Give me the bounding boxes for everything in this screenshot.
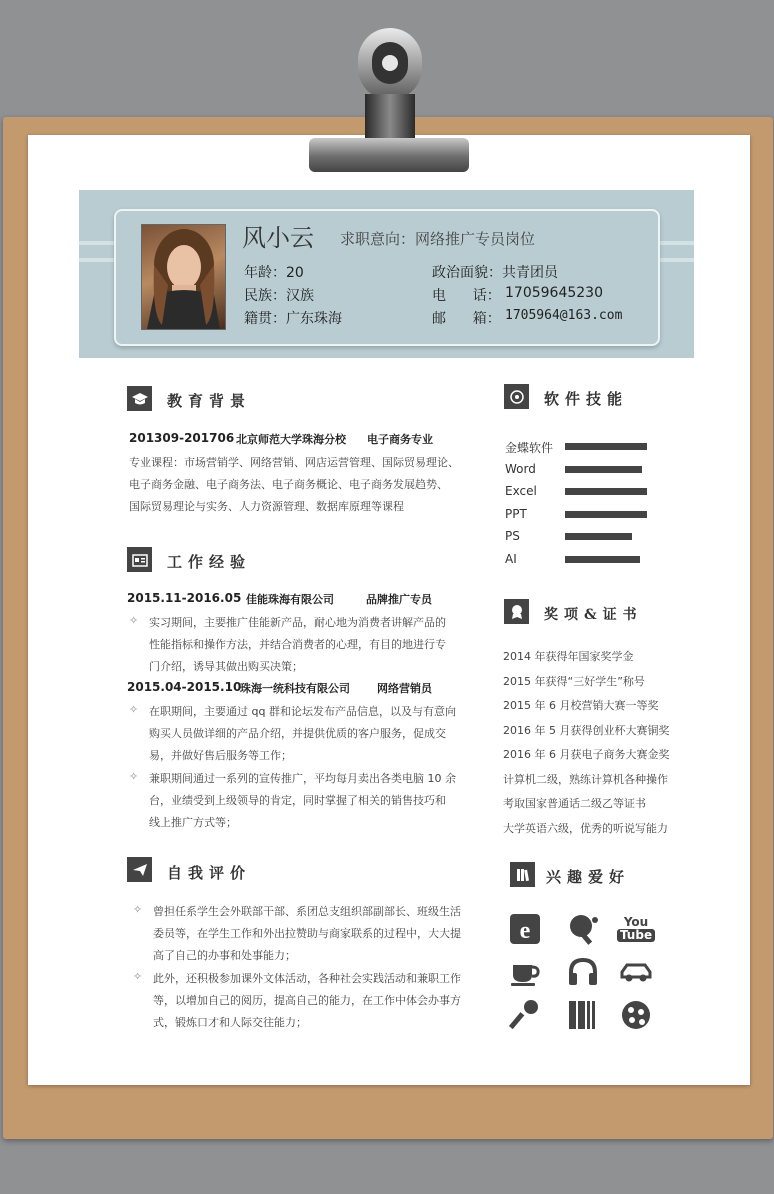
skill-name: PPT bbox=[505, 506, 527, 521]
skills-title: 软件技能 bbox=[544, 390, 629, 408]
binder-clip bbox=[303, 28, 475, 178]
candidate-name: 风小云 bbox=[242, 224, 314, 252]
phone-label: 电 话： bbox=[432, 288, 501, 304]
books-icon bbox=[510, 862, 535, 887]
skill-name: Excel bbox=[505, 484, 537, 498]
self-evaluation-title: 自我评价 bbox=[167, 864, 252, 882]
award-item: 2016 年 6 月获电子商务大赛金奖 bbox=[503, 748, 670, 761]
job-target: 求职意向：网络推广专员岗位 bbox=[340, 230, 536, 248]
job-role: 网络营销员 bbox=[377, 682, 432, 695]
job-period: 2015.04-2015.10 bbox=[127, 680, 242, 694]
education-title: 教育背景 bbox=[167, 392, 252, 410]
self-evaluation-line: 高了自己的办事和处事能力； bbox=[153, 949, 296, 962]
svg-text:e: e bbox=[519, 918, 531, 944]
car-icon bbox=[619, 955, 653, 989]
self-evaluation-line: 等，以增加自己的阅历，提高自己的能力，在工作中体会办事方 bbox=[153, 994, 461, 1007]
coffee-cup-icon bbox=[508, 955, 542, 989]
internet-explorer-icon bbox=[508, 912, 542, 946]
youtube-icon bbox=[619, 912, 653, 946]
skill-level-bar bbox=[565, 556, 640, 563]
phone: 17059645230 bbox=[505, 285, 603, 301]
award-item: 2015 年 6 月校营销大赛一等奖 bbox=[503, 699, 659, 712]
job-company: 珠海一统科技有限公司 bbox=[240, 682, 350, 695]
job-description-line: 实习期间，主要推广佳能新产品，耐心地为消费者讲解产品的 bbox=[149, 616, 446, 629]
paper-plane-icon bbox=[127, 857, 152, 882]
political-status: 政治面貌：共青团员 bbox=[432, 265, 558, 281]
job-description-line: 线上推广方式等； bbox=[149, 816, 237, 829]
education-school: 北京师范大学珠海分校 bbox=[236, 433, 346, 446]
award-item: 计算机二级，熟练计算机各种操作 bbox=[503, 772, 668, 786]
skill-level-bar bbox=[565, 533, 632, 540]
job-description-line: 门介绍，诱导其做出购买决策； bbox=[149, 660, 303, 673]
job-period: 2015.11-2016.05 bbox=[127, 591, 242, 605]
job-description-line: 兼职期间通过一系列的宣传推广，平均每月卖出各类电脑 10 余 bbox=[149, 772, 456, 785]
award-item: 2015 年获得“三好学生”称号 bbox=[503, 674, 645, 688]
job-company: 佳能珠海有限公司 bbox=[246, 593, 334, 606]
award-item: 2016 年 5 月获得创业杯大赛铜奖 bbox=[503, 723, 670, 737]
email: 1705964@163.com bbox=[505, 308, 623, 323]
skill-name: PS bbox=[505, 529, 520, 543]
self-evaluation-line: 式，锻炼口才和人际交往能力； bbox=[153, 1016, 307, 1029]
work-title: 工作经验 bbox=[167, 553, 252, 571]
education-period: 201309-201706 bbox=[129, 431, 235, 445]
microphone-icon bbox=[508, 998, 542, 1032]
job-description-line: 购买人员做详细的产品介绍，并提供优质的客户服务，促成交 bbox=[149, 727, 446, 740]
age: 年龄：20 bbox=[244, 265, 304, 281]
youtube-you-text: You bbox=[623, 915, 649, 929]
profile-photo bbox=[141, 224, 226, 330]
self-evaluation-line: 曾担任系学生会外联部干部、系团总支组织部副部长、班级生活 bbox=[153, 905, 461, 918]
ping-pong-icon bbox=[566, 912, 600, 946]
skill-level-bar bbox=[565, 511, 647, 518]
self-evaluation-line: 委员等，在学生工作和外出拉赞助与商家联系的过程中，大大提 bbox=[153, 927, 461, 940]
awards-title: 奖项&证书 bbox=[544, 607, 643, 623]
education-courses-line: 专业课程：市场营销学、网络营销、网店运营管理、国际贸易理论、 bbox=[129, 456, 459, 469]
education-courses-line: 电子商务金融、电子商务法、电子商务概论、电子商务发展趋势、 bbox=[129, 478, 448, 491]
skill-level-bar bbox=[565, 466, 642, 473]
bullet-icon: ✧ bbox=[133, 903, 143, 916]
job-description-line: 易，并做好售后服务等工作； bbox=[149, 749, 292, 762]
hobbies-title: 兴趣爱好 bbox=[546, 868, 631, 886]
software-skill-icon bbox=[504, 384, 529, 409]
soccer-ball-icon bbox=[619, 998, 653, 1032]
youtube-tube-text: Tube bbox=[617, 929, 655, 942]
education-major: 电子商务专业 bbox=[367, 433, 433, 446]
bullet-icon: ✧ bbox=[129, 703, 139, 716]
skill-level-bar bbox=[565, 443, 647, 450]
email-label: 邮 箱： bbox=[432, 311, 501, 327]
ethnicity: 民族：汉族 bbox=[244, 288, 314, 304]
award-medal-icon bbox=[504, 599, 529, 624]
award-item: 2014 年获得年国家奖学金 bbox=[503, 650, 634, 663]
bullet-icon: ✧ bbox=[129, 770, 139, 783]
books-shelf-icon bbox=[566, 998, 600, 1032]
award-item: 考取国家普通话二级乙等证书 bbox=[503, 797, 646, 810]
skill-name: AI bbox=[505, 551, 517, 566]
job-description-line: 台，业绩受到上级领导的肯定，同时掌握了相关的销售技巧和 bbox=[149, 794, 446, 807]
job-description-line: 在职期间，主要通过 qq 群和论坛发布产品信息，以及与有意向 bbox=[149, 705, 456, 718]
bullet-icon: ✧ bbox=[129, 614, 139, 627]
skill-level-bar bbox=[565, 488, 647, 495]
origin: 籍贯：广东珠海 bbox=[244, 311, 342, 327]
skill-name: Word bbox=[505, 461, 536, 476]
education-courses-line: 国际贸易理论与实务、人力资源管理、数据库原理等课程 bbox=[129, 500, 404, 513]
job-role: 品牌推广专员 bbox=[366, 593, 432, 606]
headphones-icon bbox=[566, 955, 600, 989]
graduation-cap-icon bbox=[127, 386, 152, 411]
job-description-line: 性能指标和操作方法，并结合消费者的心理，有目的地进行专 bbox=[149, 638, 446, 651]
self-evaluation-line: 此外，还积极参加课外文体活动，各种社会实践活动和兼职工作 bbox=[153, 972, 461, 985]
award-item: 大学英语六级，优秀的听说写能力 bbox=[503, 821, 668, 835]
bullet-icon: ✧ bbox=[133, 970, 143, 983]
id-card-icon bbox=[127, 547, 152, 572]
skill-name: 金蝶软件 bbox=[505, 441, 554, 455]
